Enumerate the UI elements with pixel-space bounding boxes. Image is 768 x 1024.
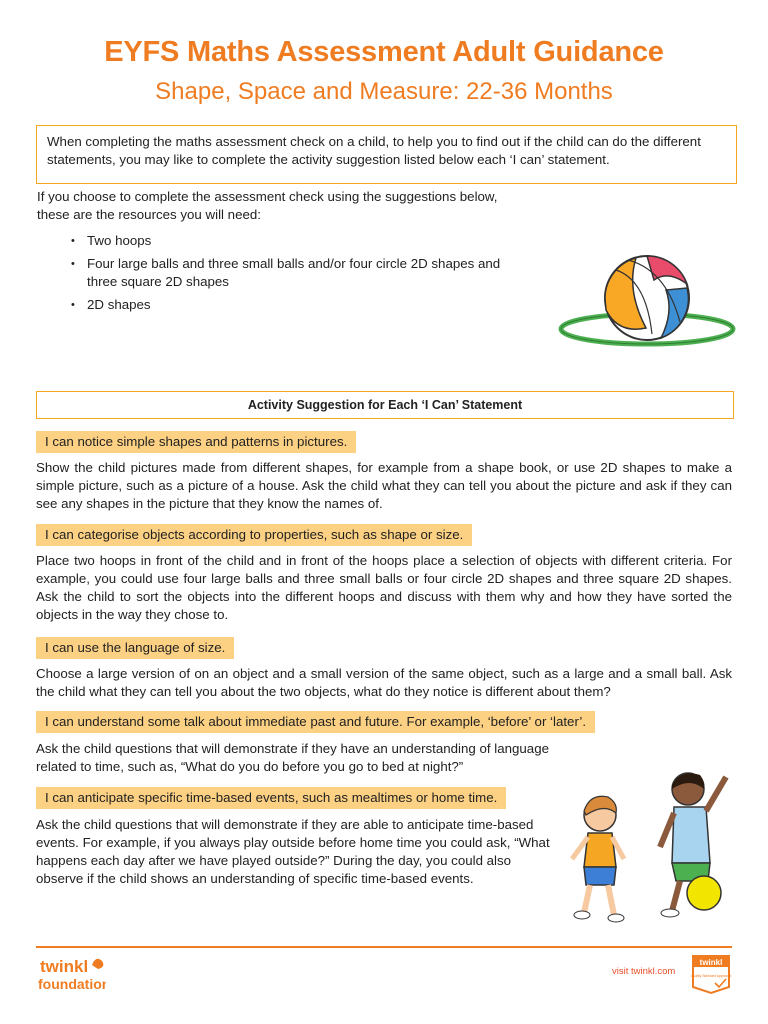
resources-section	[37, 188, 507, 319]
statement-text-5: Ask the child questions that will demonstrate if they are able to anticipate time-based events. For example, if you always play outside before home time you could ask, “What happens each day after we have played outside?” During the day, you could also observe if the child shows an understanding of specific time-based events.	[36, 817, 550, 886]
statement-label-2: I can categorise objects according to properties, such as shape or size.	[36, 524, 472, 546]
statement-text-2: Place two hoops in front of the child and in front of the hoops place a selection of objects with different criteria. For example, you could use four large balls and three small balls or four circle 2D shapes and three square 2D shapes. Ask the child to sort the objects into the different hoops and discuss with them why and how they have sorted the objects in the way they chose to.	[36, 553, 732, 622]
activity-heading: Activity Suggestion for Each ‘I Can’ Statement	[36, 391, 734, 419]
resources-lead: If you choose to complete the assessment check using the suggestions below, these are the resources you will need:	[37, 189, 498, 222]
statement-text-3: Choose a large version of on an object and a small version of the same object, such as a large and a small ball. Ask the child what they can tell you about the two objects, what do they notice is different about them?	[36, 666, 732, 699]
list-item: • Two hoops	[87, 232, 507, 250]
resources-list	[37, 232, 507, 314]
list-item: • 2D shapes	[87, 296, 507, 314]
list-item: • Four large balls and three small balls and/or four circle 2D shapes and three square 2D shapes	[87, 255, 507, 291]
statement-label-5: I can anticipate specific time-based events, such as mealtimes or home time.	[36, 787, 506, 809]
ball-in-hoop-illustration	[556, 250, 738, 350]
logo-text-line1: twinkl	[40, 957, 89, 976]
quality-badge	[690, 953, 732, 1000]
page-title: EYFS Maths Assessment Adult Guidance	[104, 36, 664, 68]
page-subtitle: Shape, Space and Measure: 22-36 Months	[155, 78, 613, 105]
statement-label-4: I can understand some talk about immediate past and future. For example, ‘before’ or ‘later’.	[36, 711, 595, 733]
badge-text: Quality Standard Approved	[690, 974, 732, 978]
intro-box: When completing the maths assessment check on a child, to help you to find out if the child can do the different statements, you may like to complete the activity suggestion listed below each ‘I can’ statement.	[36, 125, 737, 184]
twinkl-foundation-logo	[36, 953, 106, 998]
statement-label-1: I can notice simple shapes and patterns in pictures.	[36, 431, 356, 453]
statement-label-3: I can use the language of size.	[36, 637, 234, 659]
badge-brand: twinkl	[699, 958, 723, 967]
children-playing-illustration	[560, 763, 740, 938]
visit-link[interactable]: visit twinkl.com	[612, 966, 676, 977]
statement-text-4: Ask the child questions that will demonstrate if they have an understanding of language related to time, such as, “What do you do before you go to bed at night?”	[36, 741, 549, 774]
logo-text-line2: foundation	[38, 976, 106, 992]
statement-text-1: Show the child pictures made from different shapes, for example from a shape book, or use 2D shapes to make a simple picture, such as a picture of a house. Ask the child what they can tell you about the picture and ask if they can see any shapes in the picture that they know the names of.	[36, 460, 732, 511]
footer-divider	[36, 946, 732, 948]
